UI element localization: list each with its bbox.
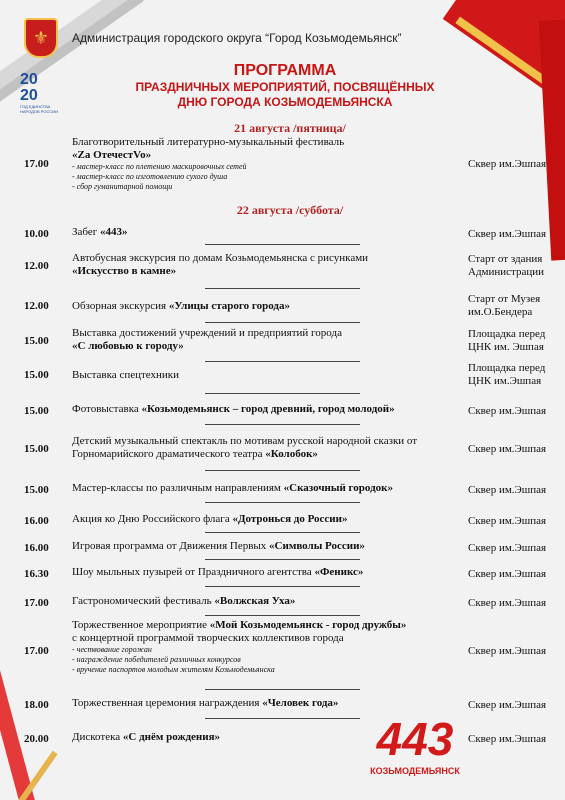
event-row bbox=[24, 482, 554, 498]
event-bullet: - мастер-класс по изготовлению сухого душа bbox=[72, 172, 228, 181]
anniversary-city: КОЗЬМОДЕМЬЯНСК bbox=[370, 766, 460, 776]
event-time: 16.30 bbox=[24, 567, 49, 580]
event-description bbox=[72, 595, 468, 611]
separator bbox=[205, 718, 360, 719]
year-logo-num: 20 bbox=[20, 87, 38, 104]
event-description bbox=[72, 226, 468, 242]
event-description bbox=[72, 513, 468, 529]
event-text: Акция ко Дню Российского флага bbox=[72, 513, 230, 525]
event-place: Сквер им.Эшпая bbox=[468, 567, 547, 580]
separator bbox=[205, 502, 360, 503]
event-description bbox=[72, 435, 468, 463]
event-text: Обзорная экскурсия bbox=[72, 299, 167, 312]
event-text-2: с концертной программой творческих коллективов города bbox=[72, 632, 344, 644]
event-text: Торжественное мероприятие bbox=[72, 619, 207, 631]
day-heading: 21 августа /пятница/ bbox=[234, 121, 346, 135]
event-text: Забег bbox=[72, 226, 98, 238]
event-bold: «Za ОтечестVo» bbox=[72, 149, 152, 161]
event-place: Сквер им.Эшпая bbox=[468, 157, 547, 170]
event-text: Автобусная экскурсия по домам Козьмодемьянска с рисунками bbox=[72, 252, 369, 264]
event-place: Сквер им.Эшпая bbox=[468, 644, 547, 657]
event-text: Выставка спецтехники bbox=[72, 368, 180, 381]
event-text: Выставка достижений учреждений и предприятий города bbox=[72, 327, 342, 339]
event-row bbox=[24, 136, 554, 192]
event-bold: «Колобок» bbox=[265, 448, 318, 460]
event-place: Сквер им.Эшпая bbox=[468, 732, 547, 745]
event-time: 15.00 bbox=[24, 442, 49, 455]
event-time: 15.00 bbox=[24, 334, 49, 347]
event-description bbox=[72, 136, 468, 192]
year-logo-caption: ГОД ЕДИНСТВА НАРОДОВ РОССИИ bbox=[20, 104, 58, 114]
event-time: 10.00 bbox=[24, 227, 49, 240]
event-text: Шоу мыльных пузырей от Праздничного агентства bbox=[72, 566, 312, 578]
event-row bbox=[24, 292, 554, 320]
event-time: 12.00 bbox=[24, 259, 49, 272]
event-text: Детский музыкальный спектакль по мотивам русской народной сказки от Горномарийского драматического театра bbox=[72, 435, 418, 460]
event-time: 20.00 bbox=[24, 732, 49, 745]
event-time: 12.00 bbox=[24, 299, 49, 312]
event-row bbox=[24, 226, 554, 242]
event-description bbox=[72, 361, 468, 389]
coat-of-arms-icon: ⚜ bbox=[24, 18, 58, 58]
event-bold: «С любовью к городу» bbox=[72, 340, 184, 352]
event-row bbox=[24, 540, 554, 556]
event-text: Мастер-классы по различным направлениям bbox=[72, 482, 281, 494]
event-place: Сквер им.Эшпая bbox=[468, 514, 547, 527]
separator bbox=[205, 393, 360, 394]
event-time: 16.00 bbox=[24, 514, 49, 527]
event-time: 15.00 bbox=[24, 404, 49, 417]
event-description bbox=[72, 403, 468, 419]
event-description bbox=[72, 619, 468, 683]
event-place: Сквер им.Эшпая bbox=[468, 596, 547, 609]
program-subtitle: ДНЮ ГОРОДА КОЗЬМОДЕМЬЯНСКА bbox=[177, 95, 393, 109]
event-row bbox=[24, 327, 554, 355]
event-row bbox=[24, 435, 554, 463]
event-description bbox=[72, 540, 468, 556]
event-bold: «Феникс» bbox=[314, 566, 364, 578]
event-time: 16.00 bbox=[24, 541, 49, 554]
event-place: Площадка перед ЦНК им.Эшпая bbox=[468, 362, 546, 387]
event-place: Площадка перед ЦНК им. Эшпая bbox=[468, 328, 546, 353]
event-bold: «Волжская Уха» bbox=[214, 595, 296, 607]
event-bold: «Дотронься до России» bbox=[232, 513, 348, 525]
separator bbox=[205, 288, 360, 289]
separator bbox=[205, 424, 360, 425]
event-time: 15.00 bbox=[24, 483, 49, 496]
separator bbox=[205, 470, 360, 471]
separator bbox=[205, 244, 360, 245]
event-bullet: - мастер-класс по плетению маскировочных сетей bbox=[72, 162, 247, 171]
event-place: Сквер им.Эшпая bbox=[468, 227, 547, 240]
year-logo bbox=[20, 72, 66, 122]
event-time: 17.00 bbox=[24, 596, 49, 609]
event-bullet: - награждение победителей различных конкурсов bbox=[72, 655, 241, 664]
anniversary-number: 443 bbox=[376, 713, 454, 765]
event-bold: «Символы России» bbox=[269, 540, 365, 552]
event-text: Гастрономический фестиваль bbox=[72, 595, 212, 607]
event-text: Дискотека bbox=[72, 731, 121, 743]
event-place: Сквер им.Эшпая bbox=[468, 541, 547, 554]
event-bold: «Улицы старого города» bbox=[168, 299, 290, 312]
event-description bbox=[72, 252, 468, 280]
event-row bbox=[24, 513, 554, 529]
event-bold: «Сказочный городок» bbox=[283, 482, 393, 494]
separator bbox=[205, 586, 360, 587]
event-bold: «Человек года» bbox=[262, 697, 339, 709]
event-text: Торжественная церемония награждения bbox=[72, 697, 260, 709]
event-row bbox=[24, 595, 554, 611]
event-bold: «Козьмодемьянск – город древний, город молодой» bbox=[141, 403, 395, 415]
separator bbox=[205, 689, 360, 690]
event-time: 17.00 bbox=[24, 644, 49, 657]
event-description bbox=[72, 482, 468, 498]
event-row bbox=[24, 361, 554, 389]
event-bold: «Искусство в камне» bbox=[72, 265, 177, 277]
event-place: Старт от Музея им.О.Бендера bbox=[468, 293, 541, 318]
event-row bbox=[24, 403, 554, 419]
event-place: Сквер им.Эшпая bbox=[468, 483, 547, 496]
event-row bbox=[24, 619, 554, 683]
event-time: 15.00 bbox=[24, 368, 49, 381]
program-title: ПРОГРАММА bbox=[233, 62, 337, 79]
separator bbox=[205, 559, 360, 560]
event-bold: «С днём рождения» bbox=[122, 731, 221, 743]
event-place: Старт от здания Администрации bbox=[468, 253, 545, 278]
separator bbox=[205, 322, 360, 323]
year-logo-num: 20 bbox=[20, 71, 38, 88]
event-time: 18.00 bbox=[24, 698, 49, 711]
event-bullet: - вручение паспортов молодым жителям Козьмодемьянска bbox=[72, 665, 275, 674]
event-place: Сквер им.Эшпая bbox=[468, 442, 547, 455]
separator bbox=[205, 615, 360, 616]
event-description bbox=[72, 292, 468, 320]
event-description bbox=[72, 566, 468, 582]
event-place: Сквер им.Эшпая bbox=[468, 404, 547, 417]
event-text: Игровая программа от Движения Первых bbox=[72, 540, 267, 552]
event-time: 17.00 bbox=[24, 157, 49, 170]
event-bullet: - чествование горожан bbox=[72, 645, 152, 654]
event-row bbox=[24, 566, 554, 582]
event-bold: «443» bbox=[100, 226, 128, 238]
city-anniversary-logo bbox=[355, 700, 475, 790]
event-bullet: - сбор гуманитарной помощи bbox=[72, 182, 173, 191]
event-description bbox=[72, 327, 468, 355]
event-bold: «Мой Козьмодемьянск - город дружбы» bbox=[209, 619, 407, 631]
event-row bbox=[24, 252, 554, 280]
event-text: Фотовыставка bbox=[72, 403, 139, 415]
day-heading: 22 августа /суббота/ bbox=[236, 203, 344, 217]
event-place: Сквер им.Эшпая bbox=[468, 698, 547, 711]
org-title: Администрация городского округа “Город Козьмодемьянск” bbox=[72, 31, 402, 45]
event-text: Благотворительный литературно-музыкальный фестиваль bbox=[72, 136, 345, 148]
separator bbox=[205, 532, 360, 533]
program-subtitle: ПРАЗДНИЧНЫХ МЕРОПРИЯТИЙ, ПОСВЯЩЁННЫХ bbox=[135, 80, 435, 94]
header bbox=[24, 18, 401, 58]
